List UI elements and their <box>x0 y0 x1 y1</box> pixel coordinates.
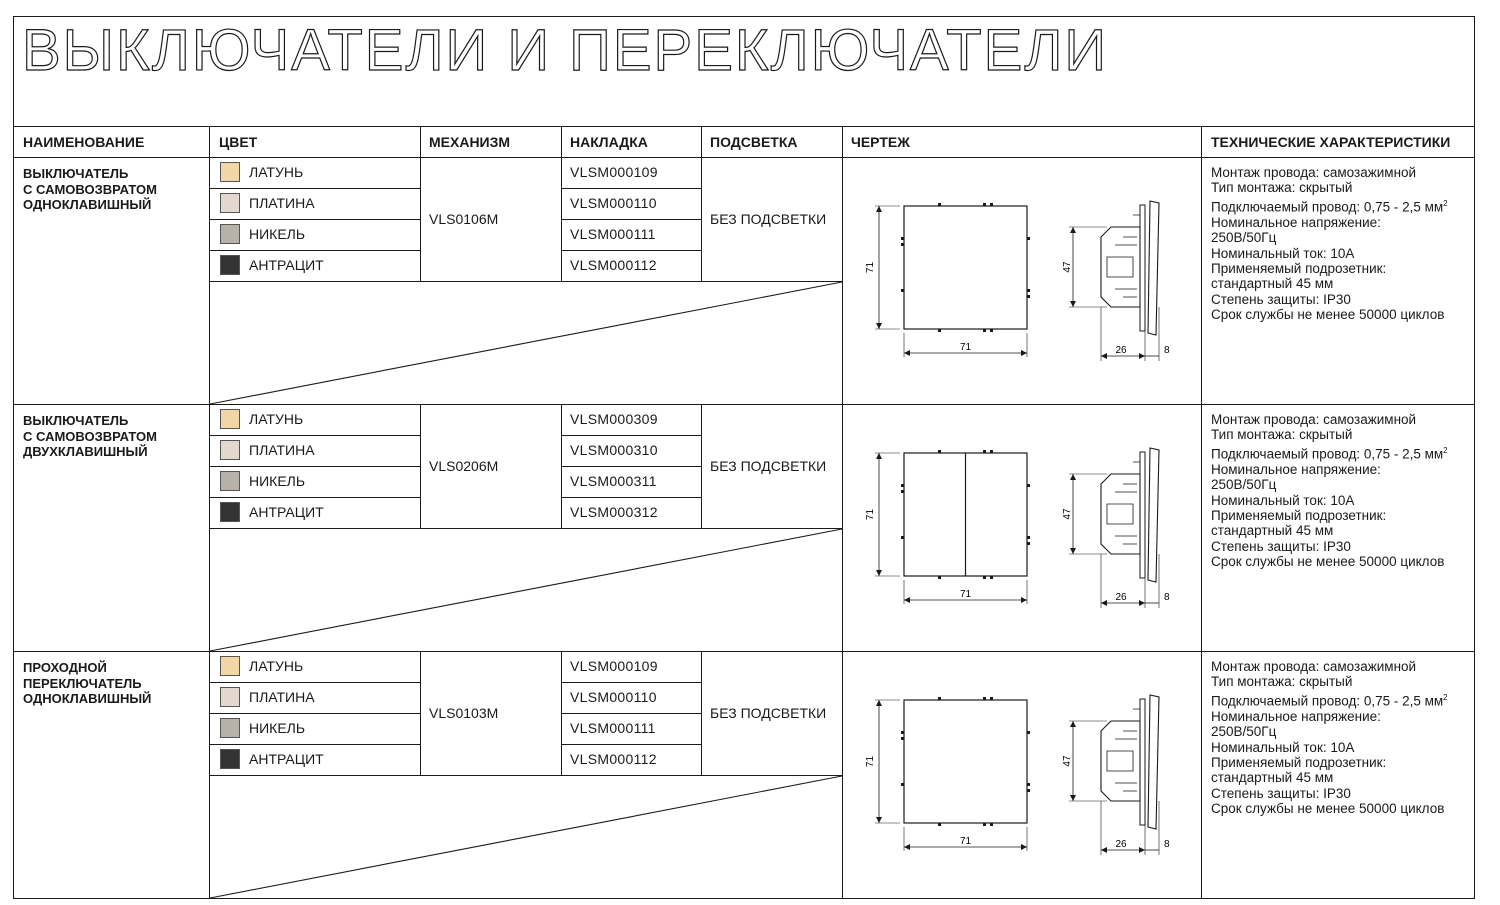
dim-arrow <box>1139 353 1145 359</box>
grid-line <box>561 126 562 157</box>
grid-line <box>561 713 701 714</box>
technical-drawing <box>843 157 1199 402</box>
plate-clip <box>1027 237 1030 240</box>
dim-arrow <box>1139 847 1145 853</box>
spec-install-type: Тип монтажа: скрытый <box>1211 180 1353 196</box>
dim-depth-label: 26 <box>1115 592 1127 603</box>
color-label: АНТРАЦИТ <box>249 257 324 273</box>
plate-clip <box>938 576 941 579</box>
spec-box-label: Применяемый подрозетник: <box>1211 754 1387 770</box>
color-swatch <box>220 656 240 676</box>
side-mechanism-detail <box>1115 731 1137 791</box>
spec-wire <box>1211 443 1473 462</box>
dim-width-label: 71 <box>959 589 972 600</box>
spec-protection: Степень защиты: IP30 <box>1211 538 1351 554</box>
plate-clip <box>983 576 986 579</box>
spec-current: Номинальный ток: 10А <box>1211 245 1355 261</box>
overlay-code: VLSM000311 <box>570 473 657 489</box>
spec-voltage-value: 250В/50Гц <box>1211 230 1277 246</box>
plate-clip <box>938 450 941 453</box>
grid-line <box>1201 404 1202 651</box>
spec-wire-text: Подключаемый провод: 0,75 - 2,5 мм <box>1211 199 1444 215</box>
diagonal-line <box>210 529 842 651</box>
grid-line <box>701 126 702 157</box>
product-name <box>23 166 203 213</box>
plate-clip <box>983 329 986 332</box>
dim-width-label: 71 <box>959 836 972 847</box>
header-overlay: НАКЛАДКА <box>570 134 648 150</box>
side-mechanism-detail <box>1133 462 1140 566</box>
dim-height-label: 71 <box>865 508 876 521</box>
diagonal-line <box>210 776 842 898</box>
plate-clip <box>990 329 993 332</box>
dim-depth-height-label: 47 <box>1062 261 1073 273</box>
plate-clip <box>990 823 993 826</box>
grid-line <box>209 188 420 189</box>
color-swatch <box>220 255 240 275</box>
grid-line <box>209 744 420 745</box>
dim-arrow <box>1021 350 1027 356</box>
overlay-code: VLSM000109 <box>570 164 658 180</box>
grid-line <box>209 250 420 251</box>
plate-clip <box>1027 289 1030 292</box>
dim-arrow <box>1021 597 1027 603</box>
color-label: ЛАТУНЬ <box>249 411 304 427</box>
header-backlight: ПОДСВЕТКА <box>710 134 798 150</box>
plate-clip <box>938 697 941 700</box>
grid-line <box>13 157 1475 158</box>
side-mechanism-detail <box>1115 484 1137 544</box>
spec-wire-unit-sup: 2 <box>1443 692 1448 702</box>
dim-arrow <box>1070 227 1076 233</box>
plate-clip <box>990 576 993 579</box>
grid-line <box>561 188 701 189</box>
color-swatch <box>220 502 240 522</box>
grid-line <box>209 219 420 220</box>
product-name-line: ВЫКЛЮЧАТЕЛЬ <box>23 413 129 428</box>
spec-voltage-value: 250В/50Гц <box>1211 477 1277 493</box>
dim-arrow <box>1101 600 1107 606</box>
side-mechanism-detail <box>1133 215 1140 319</box>
dim-depth-height-label: 47 <box>1062 755 1073 767</box>
overlay-code: VLSM000309 <box>570 411 658 427</box>
dim-depth-label: 26 <box>1115 345 1127 356</box>
backlight-value: БЕЗ ПОДСВЕТКИ <box>710 705 827 721</box>
tech-specs <box>1211 412 1473 570</box>
plate-clip <box>1027 783 1030 786</box>
product-name-line: ДВУХКЛАВИШНЫЙ <box>23 444 148 459</box>
color-swatch <box>220 718 240 738</box>
grid-line <box>1201 651 1202 898</box>
spec-box-value: стандартный 45 мм <box>1211 276 1334 292</box>
plate-clip <box>938 203 941 206</box>
spec-wire-mount: Монтаж провода: самозажимной <box>1211 165 1417 180</box>
dim-arrow <box>904 350 910 356</box>
overlay-code: VLSM000112 <box>570 751 657 767</box>
plate-clip <box>901 731 904 734</box>
dim-plate-label: 8 <box>1164 839 1170 850</box>
mechanism-code: VLS0106M <box>429 211 499 227</box>
product-name <box>23 660 203 707</box>
color-swatch <box>220 162 240 182</box>
plate-clip <box>901 243 904 246</box>
front-plate <box>904 206 1027 329</box>
dim-arrow <box>876 323 882 329</box>
plate-clip <box>901 237 904 240</box>
spec-current: Номинальный ток: 10А <box>1211 739 1355 755</box>
dim-arrow <box>1021 844 1027 850</box>
dim-arrow <box>1070 795 1076 801</box>
grid-line <box>561 682 701 683</box>
plate-clip <box>1027 542 1030 545</box>
overlay-code: VLSM000312 <box>570 504 658 520</box>
overlay-code: VLSM000109 <box>570 658 658 674</box>
grid-line <box>1201 126 1202 157</box>
dim-arrow <box>904 597 910 603</box>
grid-line <box>561 497 701 498</box>
color-swatch <box>220 193 240 213</box>
plate-clip <box>938 823 941 826</box>
overlay-code: VLSM000110 <box>570 195 657 211</box>
color-swatch <box>220 409 240 429</box>
dim-arrow <box>1139 600 1145 606</box>
diagonal-line <box>210 282 842 404</box>
grid-line <box>561 466 701 467</box>
color-label: НИКЕЛЬ <box>249 226 306 242</box>
grid-line <box>561 744 701 745</box>
header-drawing: ЧЕРТЕЖ <box>851 134 910 150</box>
backlight-value: БЕЗ ПОДСВЕТКИ <box>710 458 827 474</box>
spec-install-type: Тип монтажа: скрытый <box>1211 674 1353 690</box>
plate-clip <box>938 329 941 332</box>
color-label: ПЛАТИНА <box>249 195 315 211</box>
product-name-line: ПЕРЕКЛЮЧАТЕЛЬ <box>23 675 142 691</box>
header-name: НАИМЕНОВАНИЕ <box>23 134 145 150</box>
plate-clip <box>983 203 986 206</box>
spec-wire-unit-sup: 2 <box>1443 445 1448 455</box>
grid-line <box>561 435 701 436</box>
product-name <box>23 413 203 460</box>
grid-line <box>701 651 702 775</box>
header-color: ЦВЕТ <box>219 134 258 150</box>
dim-arrow <box>876 700 882 706</box>
color-swatch <box>220 440 240 460</box>
header-specs: ТЕХНИЧЕСКИЕ ХАРАКТЕРИСТИКИ <box>1211 134 1451 150</box>
side-mechanism-inner <box>1107 504 1133 524</box>
spec-wire-text: Подключаемый провод: 0,75 - 2,5 мм <box>1211 693 1444 709</box>
side-mechanism-detail <box>1115 237 1137 297</box>
dim-plate-label: 8 <box>1164 345 1170 356</box>
spec-wire-mount: Монтаж провода: самозажимной <box>1211 659 1417 674</box>
plate-clip <box>983 450 986 453</box>
color-swatch <box>220 749 240 769</box>
spec-voltage-value: 250В/50Гц <box>1211 724 1277 740</box>
dim-depth-height-label: 47 <box>1062 508 1073 520</box>
color-label: НИКЕЛЬ <box>249 473 306 489</box>
dim-arrow <box>1070 548 1076 554</box>
color-label: НИКЕЛЬ <box>249 720 306 736</box>
grid-line <box>1201 157 1202 404</box>
grid-line <box>209 682 420 683</box>
tech-specs <box>1211 659 1473 817</box>
spec-box-label: Применяемый подрозетник: <box>1211 260 1387 276</box>
color-label: АНТРАЦИТ <box>249 751 324 767</box>
tech-specs <box>1211 165 1473 323</box>
spec-wire <box>1211 690 1473 709</box>
empty-cell-diagonal <box>210 775 842 899</box>
dim-arrow <box>1070 301 1076 307</box>
grid-line <box>420 157 421 281</box>
side-mechanism-detail <box>1133 709 1140 813</box>
grid-line <box>420 404 421 528</box>
color-label: АНТРАЦИТ <box>249 504 324 520</box>
dim-arrow <box>1070 721 1076 727</box>
plate-clip <box>983 697 986 700</box>
plate-clip <box>1027 536 1030 539</box>
dim-height-label: 71 <box>865 755 876 768</box>
dim-arrow <box>876 570 882 576</box>
plate-clip <box>1027 295 1030 298</box>
grid-line <box>209 435 420 436</box>
grid-line <box>842 126 843 157</box>
overlay-code: VLSM000111 <box>570 226 656 242</box>
plate-clip <box>990 203 993 206</box>
dim-arrow <box>904 844 910 850</box>
plate-clip <box>983 823 986 826</box>
grid-line <box>209 466 420 467</box>
spec-protection: Степень защиты: IP30 <box>1211 785 1351 801</box>
product-name-line: ОДНОКЛАВИШНЫЙ <box>23 197 152 212</box>
color-swatch <box>220 224 240 244</box>
plate-clip <box>990 697 993 700</box>
dim-arrow <box>876 453 882 459</box>
spec-voltage-label: Номинальное напряжение: <box>1211 214 1381 230</box>
plate-clip <box>1027 789 1030 792</box>
spec-wire-unit-sup: 2 <box>1443 198 1448 208</box>
dim-arrow <box>876 206 882 212</box>
grid-line <box>209 713 420 714</box>
side-plate <box>1148 201 1159 335</box>
dim-arrow <box>876 817 882 823</box>
dim-plate-label: 8 <box>1164 592 1170 603</box>
side-mechanism-inner <box>1107 257 1133 277</box>
product-name-line: С САМОВОЗВРАТОМ <box>23 428 157 444</box>
product-name-line: ВЫКЛЮЧАТЕЛЬ <box>23 166 129 181</box>
color-label: ПЛАТИНА <box>249 689 315 705</box>
grid-line <box>420 651 421 775</box>
dim-arrow <box>1101 353 1107 359</box>
dim-arrow <box>1101 847 1107 853</box>
technical-drawing <box>843 651 1199 896</box>
spec-lifetime: Срок службы не менее 50000 циклов <box>1211 801 1445 817</box>
backlight-value: БЕЗ ПОДСВЕТКИ <box>710 211 827 227</box>
grid-line <box>209 497 420 498</box>
spec-wire-mount: Монтаж провода: самозажимной <box>1211 412 1417 427</box>
spec-lifetime: Срок службы не менее 50000 циклов <box>1211 554 1445 570</box>
color-swatch <box>220 471 240 491</box>
grid-line <box>13 126 1475 127</box>
color-label: ЛАТУНЬ <box>249 658 304 674</box>
dim-width-label: 71 <box>959 342 972 353</box>
dim-height-label: 71 <box>865 261 876 274</box>
plate-clip <box>901 289 904 292</box>
spec-current: Номинальный ток: 10А <box>1211 492 1355 508</box>
spec-wire <box>1211 196 1473 215</box>
product-name-line: ОДНОКЛАВИШНЫЙ <box>23 691 152 706</box>
plate-clip <box>901 490 904 493</box>
color-swatch <box>220 687 240 707</box>
side-mechanism-inner <box>1107 751 1133 771</box>
grid-line <box>561 250 701 251</box>
grid-line <box>701 157 702 281</box>
spec-lifetime: Срок службы не менее 50000 циклов <box>1211 307 1445 323</box>
empty-cell-diagonal <box>210 528 842 652</box>
color-label: ПЛАТИНА <box>249 442 315 458</box>
plate-clip <box>990 450 993 453</box>
dim-depth-label: 26 <box>1115 839 1127 850</box>
mechanism-code: VLS0103M <box>429 705 499 721</box>
grid-line <box>701 404 702 528</box>
side-plate <box>1148 448 1159 582</box>
overlay-code: VLSM000112 <box>570 257 657 273</box>
empty-cell-diagonal <box>210 281 842 405</box>
color-label: ЛАТУНЬ <box>249 164 304 180</box>
side-frame <box>1140 699 1145 825</box>
overlay-code: VLSM000110 <box>570 689 657 705</box>
plate-clip <box>901 783 904 786</box>
plate-clip <box>901 484 904 487</box>
product-name-line: ПРОХОДНОЙ <box>23 660 107 675</box>
spec-voltage-label: Номинальное напряжение: <box>1211 461 1381 477</box>
grid-line <box>561 219 701 220</box>
overlay-code: VLSM000111 <box>570 720 656 736</box>
spec-voltage-label: Номинальное напряжение: <box>1211 708 1381 724</box>
spec-wire-text: Подключаемый провод: 0,75 - 2,5 мм <box>1211 446 1444 462</box>
plate-clip <box>1027 731 1030 734</box>
spec-box-value: стандартный 45 мм <box>1211 523 1334 539</box>
spec-protection: Степень защиты: IP30 <box>1211 291 1351 307</box>
side-plate <box>1148 695 1159 829</box>
side-frame <box>1140 205 1145 331</box>
side-frame <box>1140 452 1145 578</box>
grid-line <box>420 126 421 157</box>
plate-clip <box>901 536 904 539</box>
plate-clip <box>901 737 904 740</box>
product-name-line: С САМОВОЗВРАТОМ <box>23 181 157 197</box>
dim-arrow <box>1070 474 1076 480</box>
header-mechanism: МЕХАНИЗМ <box>429 134 511 150</box>
front-plate <box>904 700 1027 823</box>
spec-install-type: Тип монтажа: скрытый <box>1211 427 1353 443</box>
page-title: ВЫКЛЮЧАТЕЛИ И ПЕРЕКЛЮЧАТЕЛИ <box>22 18 1109 83</box>
plate-clip <box>1027 484 1030 487</box>
overlay-code: VLSM000310 <box>570 442 658 458</box>
spec-box-label: Применяемый подрозетник: <box>1211 507 1387 523</box>
technical-drawing <box>843 404 1199 649</box>
spec-box-value: стандартный 45 мм <box>1211 770 1334 786</box>
mechanism-code: VLS0206M <box>429 458 499 474</box>
grid-line <box>209 126 210 157</box>
